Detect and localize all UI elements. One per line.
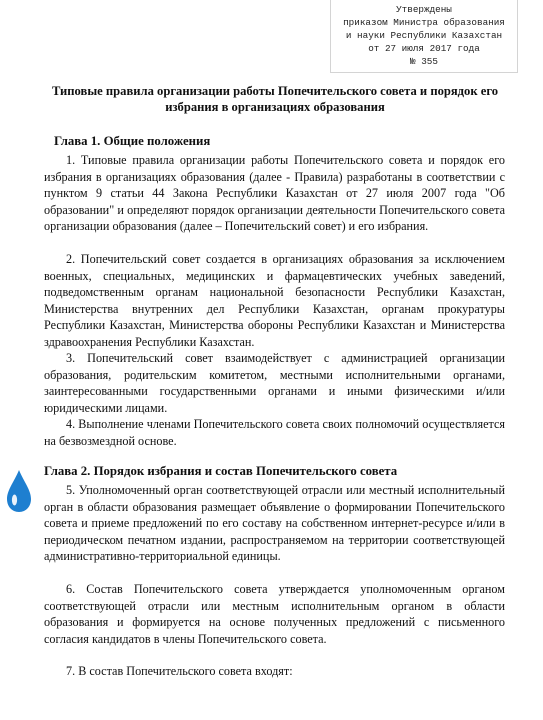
paragraph-5: 5. Уполномоченный орган соответствующей отрасли или местный исполнительный орган в области образования размещает объявление о формировании Попечительского совета и приеме предложений по его составу на собственном интернет-ресурсе и/или в периодическом печатном издании, распространяемом на территории соответствующей административно-территориальной единицы. [44, 483, 505, 563]
paragraph-7: 7. В состав Попечительского совета входят: [66, 664, 293, 678]
chapter-1-heading: Глава 1. Общие положения [54, 134, 211, 148]
approval-line: и науки Республики Казахстан [345, 30, 503, 41]
paragraph-3: 3. Попечительский совет взаимодействует с администрацией организации образования, родительским комитетом, местными исполнительными органами, заинтересованными государственными органами и иными физическими и/или юридическими лицами. [44, 351, 505, 415]
approval-stamp [330, 0, 518, 73]
document-title: Типовые правила организации работы Попечительского совета и порядок его избрания в организациях образования [51, 84, 499, 114]
approval-line: № 355 [410, 56, 438, 67]
approval-line: от 27 июля 2017 года [368, 43, 480, 54]
water-drop-icon [4, 468, 34, 514]
paragraph-1: 1. Типовые правила организации работы Попечительского совета и порядок его избрания в организациях образования (далее - Правила) разработаны в соответствии с пунктом 9 статьи 44 Закона Республики Казахстан от 27 июля 2007 года "Об образовании" и определяют порядок организации деятельности Попечительского совета организации образования (далее – Попечительский совет) и его избрания. [44, 153, 505, 233]
paragraph-4: 4. Выполнение членами Попечительского совета своих полномочий осуществляется на безвозмездной основе. [44, 417, 505, 448]
approval-line: Утверждены [396, 4, 452, 15]
chapter-2-heading: Глава 2. Порядок избрания и состав Попечительского совета [44, 464, 398, 478]
paragraph-6: 6. Состав Попечительского совета утверждается уполномоченным органом соответствующей отрасли или местным исполнительным органом в области образования и формируется на основе полученных предложений с письменного согласия кандидатов в члены Попечительского совета. [44, 582, 505, 646]
paragraph-2: 2. Попечительский совет создается в организациях образования за исключением военных, специальных, медицинских и фармацевтических учебных заведений, подведомственным органам национальной безопасности Республики Казахстан, Министерства внутренних дел Республики Казахстан, органам прокуратуры Республики Казахстан, Министерства обороны Республики Казахстан и Министерства здравоохранения Республики Казахстан. [44, 252, 505, 349]
approval-line: приказом Министра образования [343, 17, 505, 28]
